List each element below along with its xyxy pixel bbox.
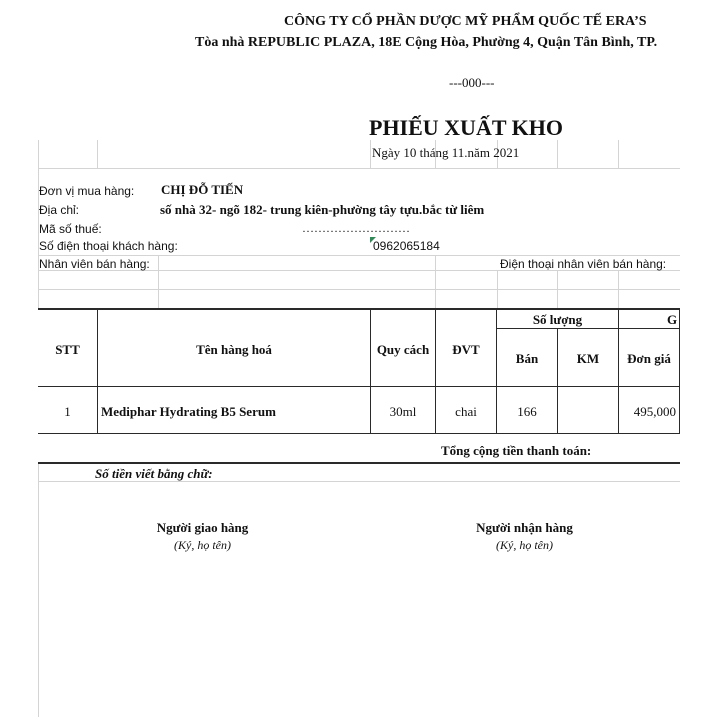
grid-line [38,168,680,169]
buyer-label: Đơn vị mua hàng: [39,184,135,198]
grid-line [370,140,371,168]
row-product-name: Mediphar Hydrating B5 Serum [101,404,276,419]
row-sold: 166 [517,404,537,419]
phone-value: 0962065184 [373,239,440,253]
receiver-signature-title: Người nhận hàng [476,520,573,535]
total-payment-label: Tổng cộng tiền thanh toán: [441,443,592,458]
grid-line [38,255,680,256]
tax-code-value: ……………………… [302,221,410,235]
header-unit-price: Đơn giá [627,351,671,366]
company-name: CÔNG TY CỔ PHẦN DƯỢC MỸ PHẨM QUỐC TẾ ERA’S [284,14,647,29]
receiver-signature-note: (Ký, họ tên) [496,538,553,552]
quantity-group-divider [496,328,680,329]
header-product-name: Tên hàng hoá [196,342,272,357]
header-unit: ĐVT [452,342,480,357]
document-title: PHIẾU XUẤT KHO [369,115,563,140]
document-date: Ngày 10 tháng 11.năm 2021 [372,145,520,160]
grid-line [557,140,558,168]
staff-label: Nhân viên bán hàng: [39,257,150,271]
table-col-divider [557,328,558,434]
row-spec: 30ml [389,404,417,419]
table-border-top [38,308,680,310]
amount-in-words-label: Số tiền viết bằng chữ: [95,466,213,481]
company-address: Tòa nhà REPUBLIC PLAZA, 18E Cộng Hòa, Phường 4, Quận Tân Bình, TP. [195,35,658,50]
row-unit-price: 495,000 [633,404,676,419]
phone-label: Số điện thoại khách hàng: [39,239,178,253]
grid-line [38,463,39,717]
row-unit: chai [455,404,477,419]
grid-line [38,481,680,482]
header-km: KM [576,351,600,366]
grid-line [97,140,98,168]
table-col-divider [97,308,98,434]
grid-line [435,255,436,308]
grid-line [158,255,159,308]
deliverer-signature-note: (Ký, họ tên) [174,538,231,552]
table-row-divider [38,433,680,434]
header-cut-group: G [667,312,678,327]
header-spec: Quy cách [376,342,430,357]
row-stt: 1 [64,404,71,419]
deliverer-signature-title: Người giao hàng [156,520,249,535]
address-label: Địa chỉ: [39,203,80,217]
header-separator: ---000--- [449,75,495,90]
header-stt: STT [55,342,80,357]
address-value: số nhà 32- ngõ 182- trung kiên-phường tây tựu.bắc từ liêm [160,202,485,217]
buyer-value: CHỊ ĐỖ TIẾN [161,182,244,197]
staff-phone-label: Điện thoại nhân viên bán hàng: [500,257,667,271]
table-header-divider [38,386,680,387]
grid-line [38,289,680,290]
header-sold: Bán [515,351,539,366]
header-quantity-group: Số lượng [532,312,583,327]
tax-code-label: Mã số thuế: [39,222,102,236]
grid-line [618,140,619,168]
table-border-bottom [38,462,680,464]
table-col-divider [679,308,680,434]
